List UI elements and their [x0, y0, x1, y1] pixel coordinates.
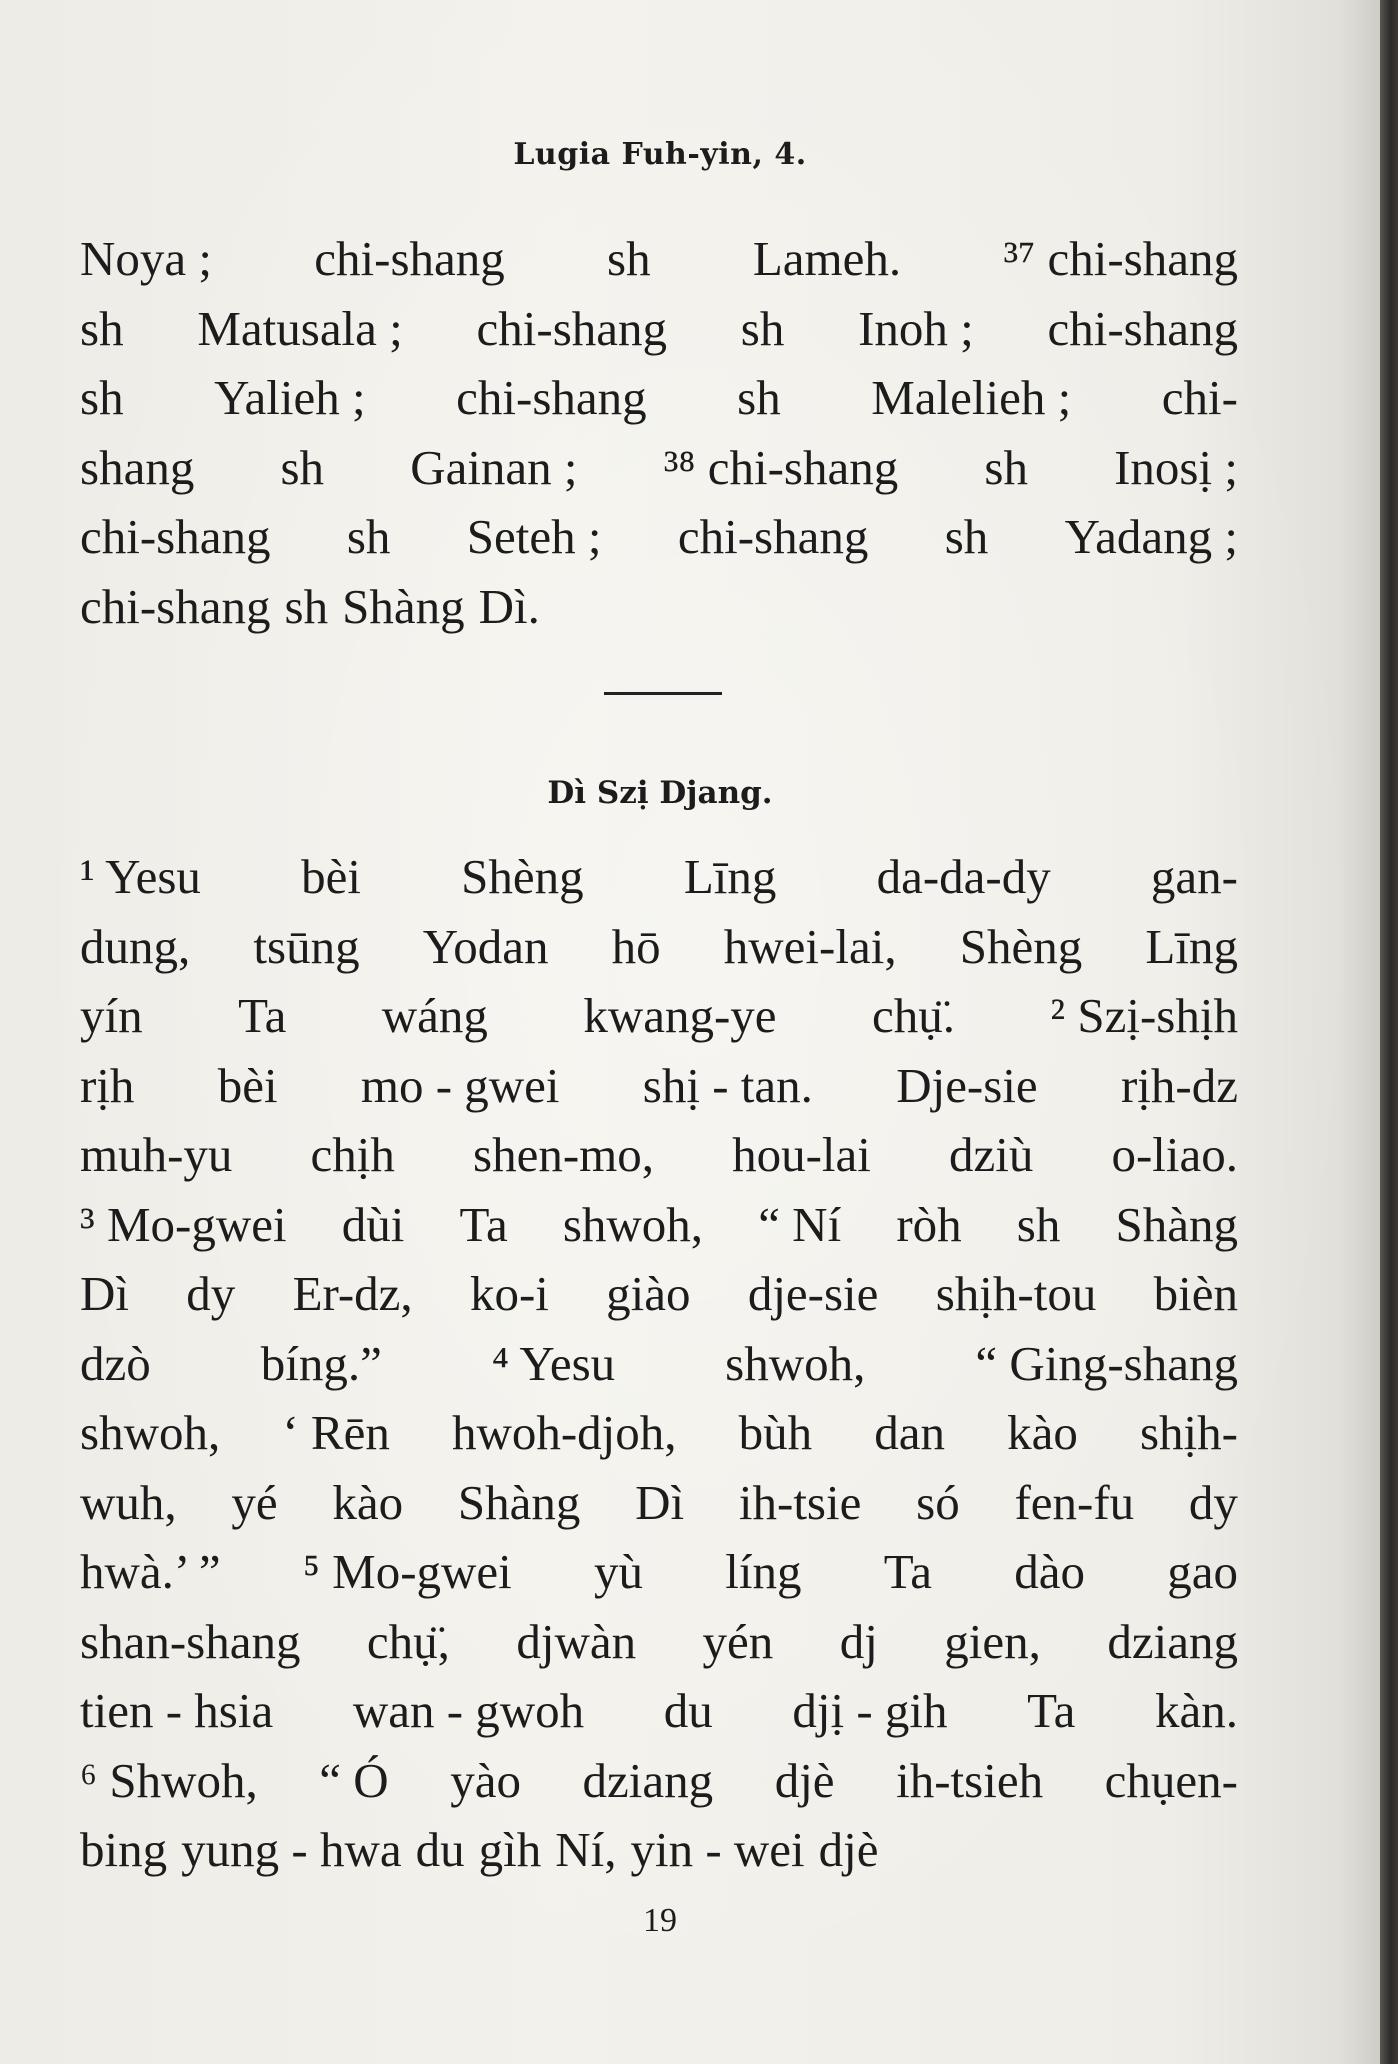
word: yé — [231, 1474, 278, 1530]
text-line — [80, 1815, 1238, 1885]
word: ³⁸ chi-shang — [663, 439, 899, 495]
word: Shàng — [1115, 1196, 1238, 1252]
word: dziù — [948, 1127, 1034, 1182]
word: chụen- — [1104, 1752, 1238, 1808]
word: bèi — [217, 1057, 278, 1113]
word: Dje-sie — [896, 1057, 1038, 1113]
word: “ Ní — [758, 1196, 842, 1252]
word: chi-shang — [1047, 300, 1238, 356]
word: dy — [186, 1266, 236, 1321]
word: Ta — [883, 1544, 932, 1599]
word: Shèng — [959, 918, 1083, 974]
word: Noya ; — [80, 231, 212, 286]
word: dào — [1014, 1544, 1085, 1599]
word: dj — [839, 1613, 878, 1669]
word: “ Ó — [319, 1752, 389, 1808]
word: sh — [1016, 1196, 1061, 1252]
word: shwoh, — [725, 1335, 866, 1391]
word: bùh — [738, 1405, 813, 1460]
text-line — [80, 224, 1238, 294]
word: ⁴ Yesu — [491, 1335, 616, 1391]
word: “ Ging-shang — [975, 1335, 1238, 1391]
word: Yodan — [422, 918, 549, 974]
word: Ta — [238, 988, 287, 1043]
word: ¹ Yesu — [80, 849, 201, 904]
word: Ta — [459, 1196, 508, 1252]
page-edge — [1380, 0, 1398, 2064]
word: sh — [346, 509, 391, 564]
word: dan — [874, 1405, 945, 1460]
word: Līng — [1145, 918, 1238, 974]
text-line — [80, 502, 1238, 572]
word: ³⁷ chi-shang — [1003, 231, 1238, 286]
word: sh — [280, 439, 325, 495]
word: du — [415, 1822, 465, 1877]
word: dje-sie — [747, 1266, 879, 1321]
word: shang — [80, 439, 195, 495]
word: chụ̈. — [871, 988, 955, 1043]
text-line — [80, 1468, 1238, 1538]
text-line — [80, 912, 1238, 982]
chapter-text — [80, 842, 1238, 1885]
word: gao — [1167, 1544, 1238, 1599]
word: hwà.’ ” — [80, 1544, 221, 1599]
word: du — [663, 1683, 713, 1738]
text-line — [80, 1190, 1238, 1260]
word: dy — [1188, 1474, 1238, 1530]
word: hwoh-djoh, — [451, 1405, 677, 1460]
word: ⁶ Shwoh, — [80, 1752, 258, 1808]
word: só — [916, 1474, 960, 1530]
word: sh — [737, 370, 781, 425]
word: chi-shang — [476, 300, 668, 356]
word: tsūng — [253, 918, 360, 974]
chapter-heading: Dì Szị Djang. — [547, 775, 773, 811]
word: chịh — [310, 1127, 395, 1182]
word: chụ̈, — [366, 1613, 450, 1669]
word: Dì — [635, 1474, 685, 1530]
word: ⁵ Mo-gwei — [302, 1544, 512, 1599]
word: gien, — [944, 1613, 1041, 1669]
word: Malelieh ; — [871, 370, 1072, 425]
word: fen-fu — [1014, 1474, 1135, 1530]
word: kwang-ye — [583, 988, 777, 1043]
word: chi-shang — [314, 231, 505, 286]
word: shị - tan. — [642, 1057, 813, 1113]
word: mo - gwei — [360, 1057, 560, 1113]
word: da-da-dy — [876, 849, 1051, 904]
word: yung - hwa — [181, 1822, 402, 1877]
word: ko-i — [469, 1266, 549, 1321]
word: hou-lai — [732, 1127, 871, 1182]
word: ih-tsie — [738, 1474, 862, 1530]
text-line — [80, 1607, 1238, 1677]
word: wan - gwoh — [352, 1683, 585, 1738]
word: shịh-tou — [935, 1266, 1097, 1321]
word: hwei-lai, — [723, 918, 897, 974]
running-head: Lugia Fuh-yin, 4. — [513, 137, 807, 172]
word: sh — [80, 370, 124, 425]
word: Dì — [80, 1266, 129, 1321]
text-line — [80, 1051, 1238, 1121]
word: giào — [606, 1266, 691, 1321]
text-line — [80, 1676, 1238, 1746]
word: Līng — [683, 849, 777, 904]
word: ² Szị-shịh — [1050, 988, 1238, 1043]
word: yù — [594, 1544, 644, 1599]
word: djwàn — [516, 1613, 637, 1669]
word: Yadang ; — [1064, 509, 1238, 564]
word: Shèng — [461, 849, 584, 904]
word: bèi — [301, 849, 361, 904]
word: rịh-dz — [1120, 1057, 1238, 1113]
word: Matusala ; — [197, 300, 403, 356]
word: Seteh ; — [466, 509, 602, 564]
word: Shàng — [457, 1474, 581, 1530]
word: chi- — [1161, 370, 1238, 425]
text-line — [80, 363, 1238, 433]
page-number: 19 — [643, 1902, 677, 1939]
genealogy-paragraph — [80, 224, 1238, 641]
word: kàn. — [1154, 1683, 1238, 1738]
word: dung, — [80, 918, 191, 974]
word: sh — [740, 300, 785, 356]
text-line — [80, 842, 1238, 912]
text-line — [80, 572, 1238, 642]
word: sh — [284, 578, 329, 634]
word: shịh- — [1139, 1405, 1238, 1460]
word: hō — [611, 918, 661, 974]
text-line — [80, 1398, 1238, 1468]
word: djè — [774, 1752, 835, 1808]
word: Inoh ; — [858, 300, 974, 356]
word: shen-mo, — [473, 1127, 654, 1182]
text-line — [80, 1537, 1238, 1607]
word: dzò — [80, 1335, 151, 1391]
text-line — [80, 981, 1238, 1051]
word: shwoh, — [562, 1196, 704, 1252]
word: wáng — [381, 988, 488, 1043]
text-line — [80, 1259, 1238, 1329]
word: Lameh. — [752, 231, 902, 286]
word: o-liao. — [1111, 1127, 1238, 1182]
word: yin - wei — [630, 1822, 805, 1877]
word: Yalieh ; — [214, 370, 366, 425]
word: yào — [450, 1752, 521, 1808]
word: chi-shang — [677, 509, 869, 564]
section-divider — [604, 692, 722, 695]
word: ròh — [896, 1196, 962, 1252]
word: sh — [944, 509, 989, 564]
word: líng — [725, 1544, 802, 1599]
word: bièn — [1153, 1266, 1238, 1321]
word: yén — [702, 1613, 774, 1669]
text-line — [80, 1746, 1238, 1816]
word: chi-shang — [80, 509, 271, 564]
word: shan-shang — [80, 1613, 301, 1669]
word: bing — [80, 1822, 168, 1877]
word: djị - gih — [792, 1683, 948, 1738]
word: Ta — [1027, 1683, 1076, 1738]
text-line — [80, 1120, 1238, 1190]
word: kào — [332, 1474, 404, 1530]
word: tien - hsia — [80, 1683, 274, 1738]
word: Dì. — [478, 578, 540, 634]
word: bíng.” — [260, 1335, 382, 1391]
text-line — [80, 294, 1238, 364]
word: djè — [818, 1822, 879, 1877]
word: muh-yu — [80, 1127, 233, 1182]
word: sh — [80, 300, 124, 356]
word: Gainan ; — [410, 439, 578, 495]
word: sh — [984, 439, 1028, 495]
word: ³ Mo-gwei — [80, 1196, 287, 1252]
word: chi-shang — [80, 578, 271, 634]
word: Er-dz, — [292, 1266, 413, 1321]
word: yín — [80, 988, 143, 1043]
word: sh — [607, 231, 651, 286]
word: gìh — [478, 1822, 542, 1877]
word: Inosị ; — [1114, 439, 1238, 495]
word: kào — [1007, 1405, 1078, 1460]
word: Shàng — [342, 578, 465, 634]
word: dziang — [1107, 1613, 1238, 1669]
text-line — [80, 433, 1238, 503]
word: gan- — [1150, 849, 1238, 904]
word: shwoh, — [80, 1405, 221, 1460]
word: rịh — [80, 1057, 135, 1113]
word: wuh, — [80, 1474, 177, 1530]
text-line — [80, 1329, 1238, 1399]
word: Ní, — [555, 1822, 617, 1877]
word: ih-tsieh — [896, 1752, 1044, 1808]
word: dziang — [582, 1752, 714, 1808]
word: dùi — [341, 1196, 405, 1252]
word: chi-shang — [456, 370, 647, 425]
word: ‘ Rēn — [282, 1405, 390, 1460]
